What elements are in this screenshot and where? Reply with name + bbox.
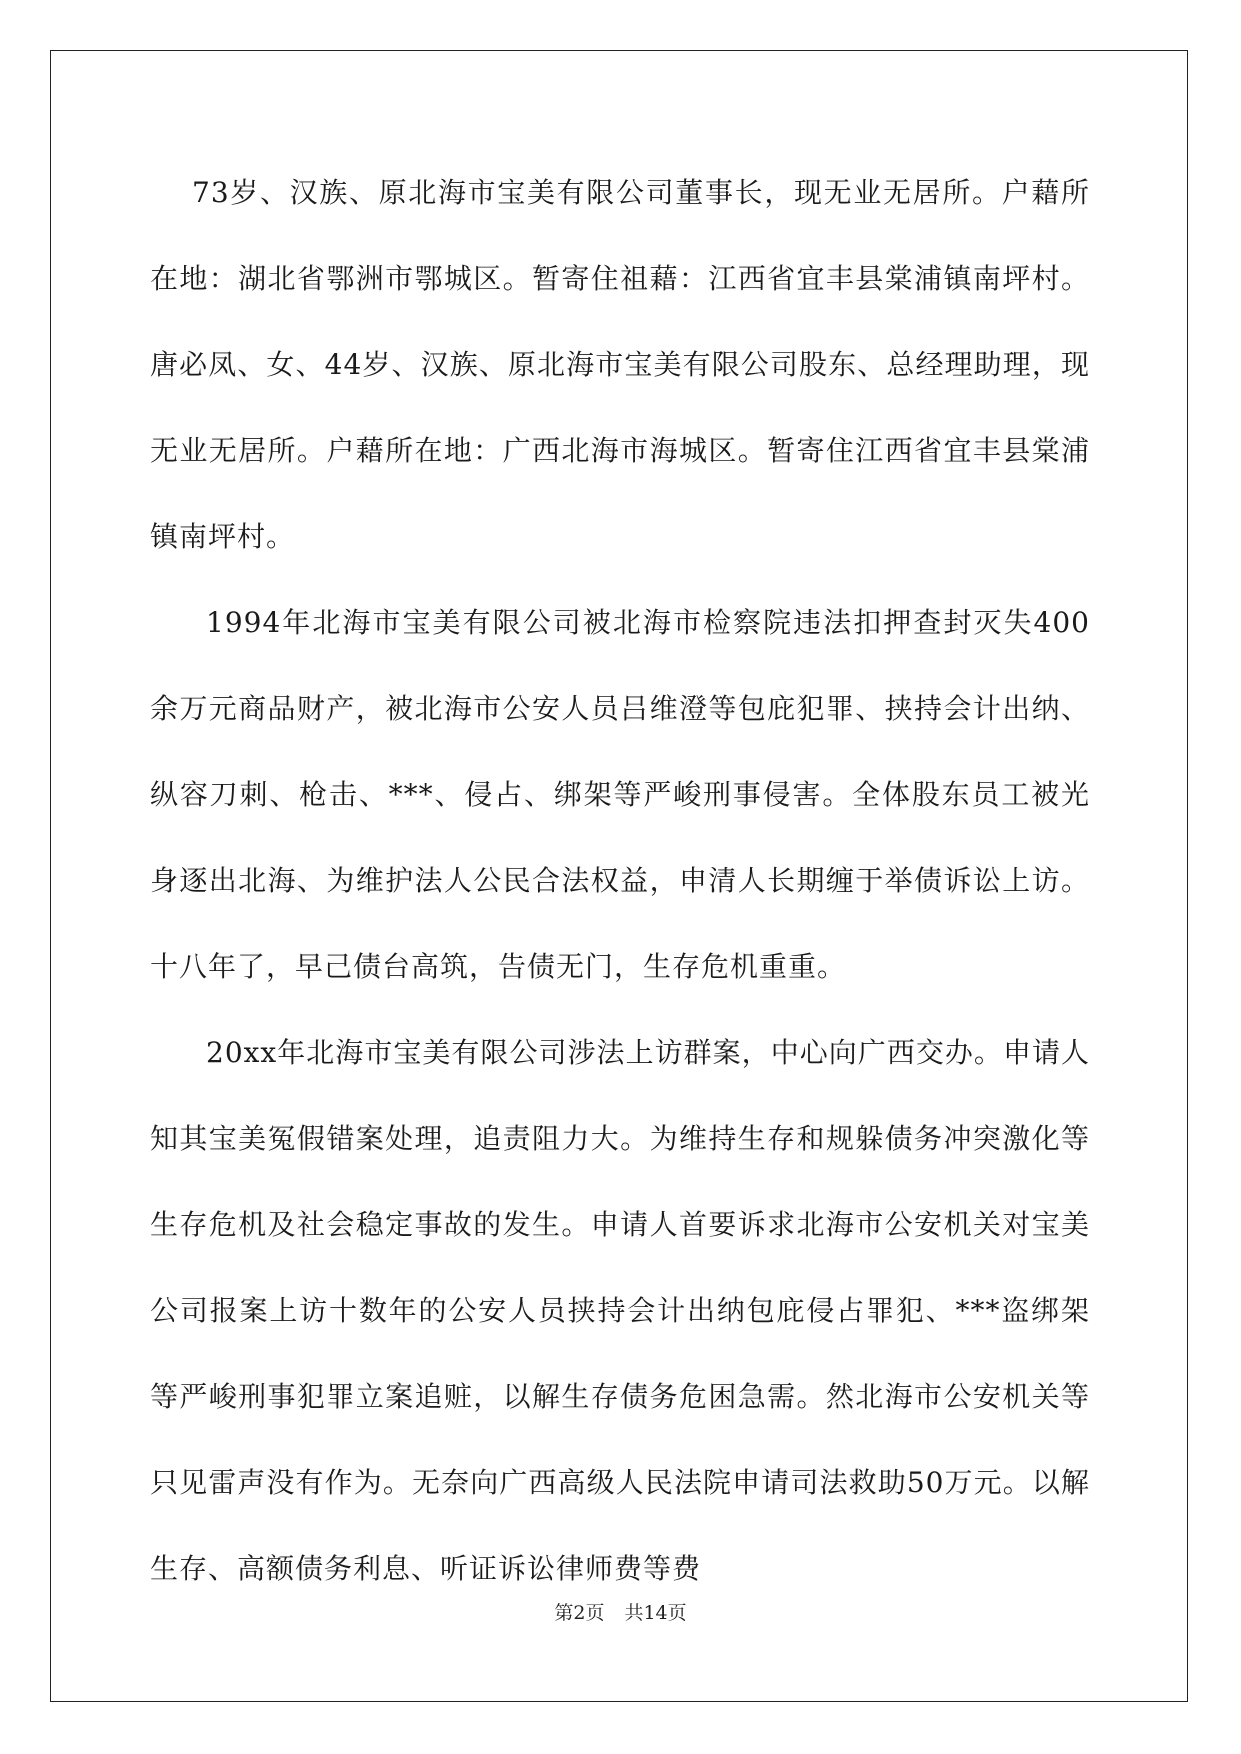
page-number: 第2页 xyxy=(554,1602,605,1624)
paragraph-3: 20xx年北海市宝美有限公司涉法上访群案，中心向广西交办。申请人知其宝美冤假错案处理，追责阻力大。为维持生存和规躲债务冲突激化等生存危机及社会稳定事故的发生。申请人首要诉求北海市公安机关对宝美公司报案上访十数年的公安人员挟持会计出纳包庇侵占罪犯、***盗绑架等严峻刑事犯罪立案追赃，以解生存债务危困急需。然北海市公安机关等只见雷声没有作为。无奈向广西高级人民法院申请司法救助50万元。以解生存、高额债务利息、听证诉讼律师费等费 xyxy=(150,1036,1090,1585)
document-body xyxy=(150,150,1090,1612)
total-pages: 共14页 xyxy=(624,1602,687,1624)
page-footer xyxy=(0,1598,1241,1625)
paragraph-2: 1994年北海市宝美有限公司被北海市检察院违法扣押查封灭失400余万元商品财产，被北海市公安人员吕维澄等包庇犯罪、挟持会计出纳、纵容刀刺、枪击、***、侵占、绑架等严峻刑事侵害。全体股东员工被光身逐出北海、为维护法人公民合法权益，申清人长期缠于举债诉讼上访。十八年了，早己债台高筑，告债无门，生存危机重重。 xyxy=(150,606,1090,983)
paragraph-1: 73岁、汉族、原北海市宝美有限公司董事长，现无业无居所。户藉所在地：湖北省鄂洲市鄂城区。暂寄住祖藉：江西省宜丰县棠浦镇南坪村。唐必凤、女、44岁、汉族、原北海市宝美有限公司股东、总经理助理，现无业无居所。户藉所在地：广西北海市海城区。暂寄住江西省宜丰县棠浦镇南坪村。 xyxy=(150,176,1090,553)
